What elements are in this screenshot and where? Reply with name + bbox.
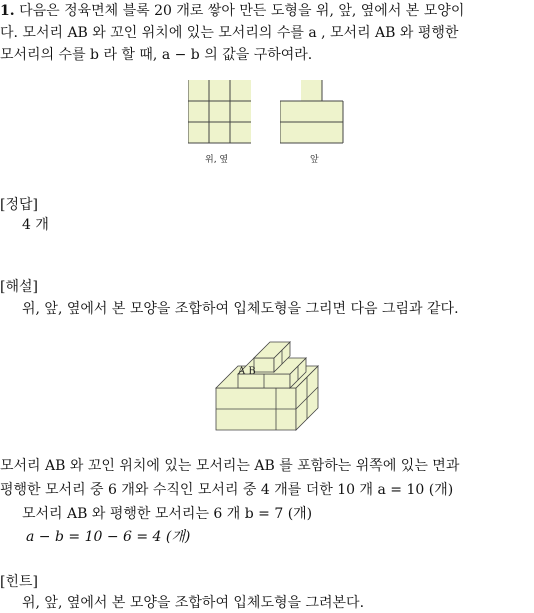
explanation-line-2: 평행한 모서리 중 6 개와 수직인 모서리 중 4 개를 더한 10 개 a = 10 (개) — [0, 482, 454, 498]
label-front: 앞 — [310, 155, 319, 165]
hint-heading: [힌트] — [0, 574, 38, 590]
problem-line-3: 모서리의 수를 b 라 할 때, a − b 의 값을 구하여라. — [0, 47, 313, 63]
explanation-intro: 위, 앞, 옆에서 본 모양을 조합하여 입체도형을 그리면 다음 그림과 같다. — [22, 301, 459, 317]
answer-heading: [정답] — [0, 197, 38, 213]
problem-line-2: 다. 모서리 AB 와 꼬인 위치에 있는 모서리의 수를 a , 모서리 AB 와 평행한 — [0, 25, 459, 41]
hint-text: 위, 앞, 옆에서 본 모양을 조합하여 입체도형을 그려본다. — [22, 595, 365, 611]
explanation-line-3: 모서리 AB 와 평행한 모서리는 6 개 b = 7 (개) — [22, 506, 313, 522]
explanation-line-4: a − b = 10 − 6 = 4 (개) — [26, 529, 191, 545]
solid-figure — [214, 336, 324, 434]
figure-label-ab: A B — [238, 366, 256, 377]
problem-text-1: 다음은 정육면체 블록 20 개로 쌓아 만든 도형을 위, 앞, 옆에서 본 모양이 — [19, 3, 465, 19]
label-top-side: 위, 옆 — [205, 155, 229, 165]
top-side-view-figure — [188, 80, 254, 146]
problem-number: 1. — [0, 3, 15, 19]
front-view-figure — [280, 80, 346, 146]
explanation-line-1: 모서리 AB 와 꼬인 위치에 있는 모서리는 AB 를 포함하는 위쪽에 있는 면과 — [0, 458, 460, 474]
explanation-heading: [해설] — [0, 279, 38, 295]
answer-value: 4 개 — [22, 217, 49, 233]
problem-line-1 — [0, 2, 464, 20]
